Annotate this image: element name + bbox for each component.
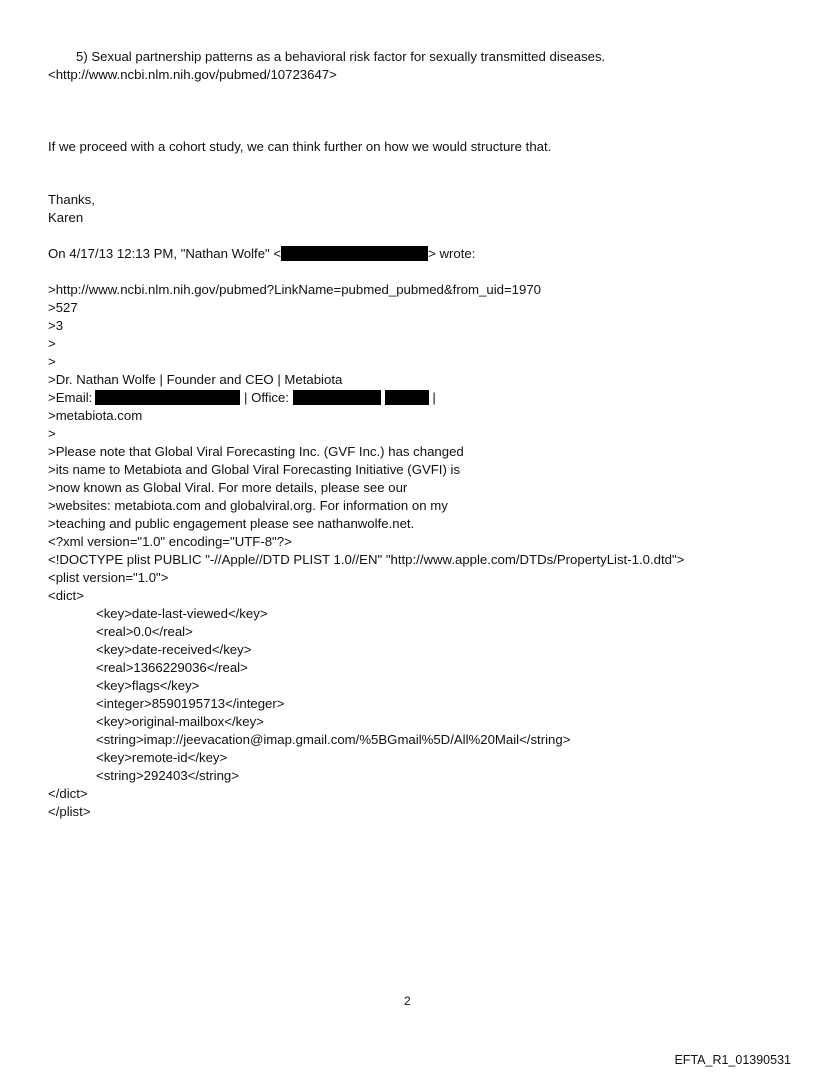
quoted-line: >teaching and public engagement please see nathanwolfe.net.	[48, 516, 415, 531]
quoted-signature-line: >Dr. Nathan Wolfe | Founder and CEO | Metabiota	[48, 372, 343, 387]
office-label: | Office:	[244, 390, 289, 405]
xml-dict-line: <key>original-mailbox</key>	[96, 714, 264, 729]
xml-line: <?xml version="1.0" encoding="UTF-8"?>	[48, 534, 292, 549]
cohort-paragraph: If we proceed with a cohort study, we can think further on how we would structure that.	[48, 139, 552, 154]
xml-dict-line: <key>date-last-viewed</key>	[96, 606, 268, 621]
quoted-line: >its name to Metabiota and Global Viral Forecasting Initiative (GVFI) is	[48, 462, 461, 477]
xml-dict-line: <key>remote-id</key>	[96, 750, 228, 765]
xml-line: </dict>	[48, 786, 88, 801]
quoted-line: >	[48, 426, 56, 441]
xml-dict-line: <string>292403</string>	[96, 768, 239, 783]
redaction-box	[281, 246, 428, 261]
quoted-line: >now known as Global Viral. For more details, please see our	[48, 480, 408, 495]
quoted-line: >	[48, 336, 56, 351]
xml-line: <!DOCTYPE plist PUBLIC "-//Apple//DTD PLIST 1.0//EN" "http://www.apple.com/DTDs/PropertyList-1.0.dtd">	[48, 552, 685, 567]
quote-header-suffix: > wrote:	[428, 246, 476, 261]
xml-dict-line: <real>1366229036</real>	[96, 660, 248, 675]
xml-line: </plist>	[48, 804, 91, 819]
xml-dict-line: <key>flags</key>	[96, 678, 200, 693]
xml-dict-line: <string>imap://jeevacation@imap.gmail.com/%5BGmail%5D/All%20Mail</string>	[96, 732, 571, 747]
xml-line: <plist version="1.0">	[48, 570, 169, 585]
xml-line: <dict>	[48, 588, 84, 603]
reference-5-url[interactable]: <http://www.ncbi.nlm.nih.gov/pubmed/10723647>	[48, 67, 337, 82]
quote-header-prefix: On 4/17/13 12:13 PM, "Nathan Wolfe" <	[48, 246, 282, 261]
office-end: |	[432, 390, 436, 405]
xml-dict-line: <integer>8590195713</integer>	[96, 696, 285, 711]
quoted-line[interactable]: >http://www.ncbi.nlm.nih.gov/pubmed?LinkName=pubmed_pubmed&from_uid=1970	[48, 282, 542, 297]
xml-dict-line: <real>0.0</real>	[96, 624, 193, 639]
signoff-name: Karen	[48, 210, 84, 225]
thanks-line: Thanks,	[48, 192, 95, 207]
quoted-line: >websites: metabiota.com and globalviral.org. For information on my	[48, 498, 448, 513]
document-id: EFTA_R1_01390531	[674, 1053, 791, 1067]
email-label: >Email:	[48, 390, 93, 405]
quoted-line: >3	[48, 318, 64, 333]
page-number: 2	[404, 994, 411, 1008]
quote-header	[48, 245, 475, 263]
quoted-line: >Please note that Global Viral Forecasting Inc. (GVF Inc.) has changed	[48, 444, 464, 459]
reference-5-title: 5) Sexual partnership patterns as a behavioral risk factor for sexually transmitted diseases.	[76, 49, 606, 64]
quoted-line: >	[48, 354, 56, 369]
quoted-contact-line	[48, 389, 436, 407]
quoted-line: >metabiota.com	[48, 408, 143, 423]
redaction-box	[385, 390, 429, 405]
redaction-box	[293, 390, 381, 405]
quoted-line: >527	[48, 300, 78, 315]
redaction-box	[95, 390, 240, 405]
xml-dict-line: <key>date-received</key>	[96, 642, 252, 657]
